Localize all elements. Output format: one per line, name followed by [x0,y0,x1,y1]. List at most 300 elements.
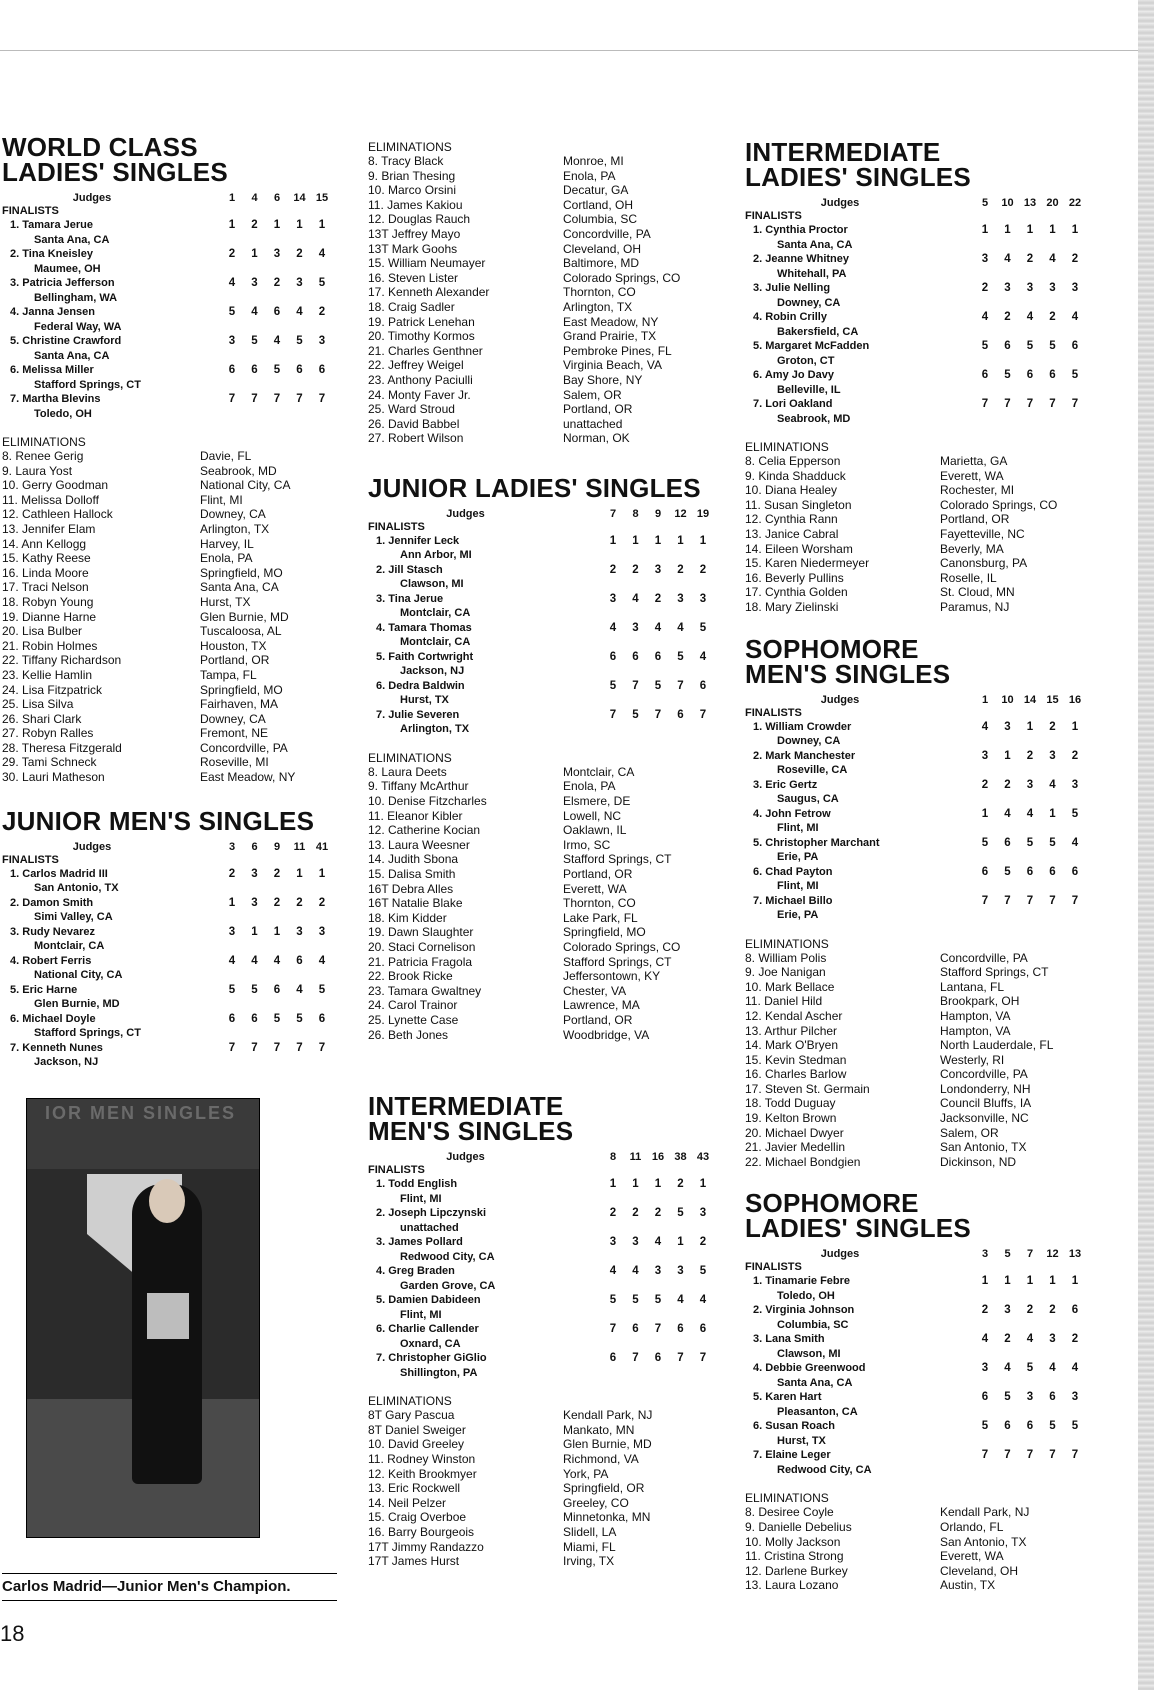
elimination-location: Orlando, FL [940,1520,1004,1535]
elimination-name: 18. Kim Kidder [368,910,447,925]
elimination-name: 9. Danielle Debelius [745,1520,852,1535]
elimination-location: York, PA [563,1466,609,1481]
elimination-location: Colorado Springs, CO [563,940,681,954]
finalist-rank: 5. [376,1294,386,1307]
finalist-location: Glen Burnie, MD [34,998,120,1011]
score: 6 [1071,865,1079,878]
elimination-row [368,344,713,359]
finalist-rank: 4. [10,306,20,318]
judge-number: 13 [1068,1248,1082,1261]
elimination-location: Kendall Park, NJ [940,1505,1030,1520]
score: 5 [632,1294,639,1307]
finalist-row [745,368,1085,397]
elimination-location: Cleveland, OH [940,1563,1019,1578]
finalist-row [368,592,713,621]
elimination-name: 8T Daniel Sweiger [368,1422,466,1437]
score: 6 [981,1391,989,1404]
elimination-location: Hampton, VA [940,1023,1011,1038]
finalist-name-text: Elaine Leger [765,1449,831,1462]
judge-number: 19 [696,507,710,520]
elimination-location: Cleveland, OH [563,241,642,256]
elimination-name: 13. Janice Cabral [745,526,839,541]
finalist-scores [222,954,332,983]
score: 7 [1071,398,1079,410]
finalist-scores [603,1177,713,1206]
finalist-name [368,592,603,621]
score: 6 [296,954,303,967]
elimination-location: Slidell, LA [563,1524,617,1539]
elimination-name: 12. Keith Brookmyer [368,1466,477,1481]
elimination-location: Houston, TX [200,638,267,653]
finalist-location: Hurst, TX [400,694,449,707]
finalist-name [368,1177,603,1206]
finalist-row [745,1390,1085,1419]
finalist-scores [975,223,1085,252]
elimination-location: Montclair, CA [563,764,635,779]
elimination-location: Greeley, CO [563,1495,629,1510]
finalist-rank: 1. [753,1275,763,1288]
finalist-scores [222,867,332,896]
elimination-location: Harvey, IL [200,536,254,551]
elimination-name: 10. David Greeley [368,1437,465,1452]
finalist-row [745,865,1085,894]
elimination-location: Concordville, PA [563,226,651,241]
finalist-location: Shillington, PA [400,1366,478,1379]
elimination-name: 12. Kendal Ascher [745,1008,843,1023]
score: 6 [273,983,281,996]
score: 3 [609,592,617,605]
elimination-location: East Meadow, NY [200,770,296,785]
elimination-name: 8. William Polis [745,950,827,965]
section-title: INTERMEDIATE [745,137,941,167]
finalist-row [745,836,1085,865]
score: 1 [296,219,303,231]
elimination-location: Stafford Springs, CT [940,965,1049,980]
elimination-location: Beverly, MA [940,541,1004,556]
score: 7 [273,1041,281,1054]
elimination-row [368,998,713,1013]
judges-label: Judges [820,197,860,209]
elimination-location: Portland, OR [940,512,1010,527]
section-title: MEN'S SINGLES [745,658,951,689]
finalist-rank: 4. [376,621,386,634]
score: 3 [654,563,662,576]
finalist-location: Maumee, OH [34,262,101,275]
elimination-row [368,809,713,824]
finalist-name-text: Robert Ferris [22,954,92,967]
score: 6 [1004,340,1011,352]
elimination-row [745,1535,1085,1550]
finalist-scores [975,339,1085,368]
score: 4 [699,650,707,663]
elimination-name: 20. Timothy Kormos [368,329,475,344]
score: 1 [1004,224,1011,236]
judge-number: 43 [696,1151,710,1164]
score: 3 [1071,778,1079,791]
judge-number: 20 [1046,197,1059,209]
elimination-name: 15. Kevin Stedman [745,1052,847,1067]
section-sophomore-men [745,633,1085,1170]
score: 1 [228,219,236,231]
finalist-location: Flint, MI [400,1192,442,1205]
finalist-scores [975,1303,1085,1332]
score: 4 [1071,1362,1079,1375]
elimination-row [2,551,332,566]
score: 6 [981,369,989,381]
finalist-scores [975,368,1085,397]
finalist-location: Seabrook, MD [777,412,851,425]
elimination-row [368,1437,713,1452]
elimination-row [368,1554,713,1569]
elimination-name: 12. Darlene Burkey [745,1563,848,1578]
finalist-location: San Antonio, TX [34,882,119,895]
finalist-rank: 1. [376,1178,386,1191]
judge-number: 7 [1026,1248,1034,1261]
elimination-name: 12. Douglas Rauch [368,212,471,227]
score: 2 [677,563,684,576]
finalist-name [745,1274,975,1303]
elimination-location: Grand Prairie, TX [563,329,657,344]
finalist-location: Pleasanton, CA [777,1405,858,1418]
finalist-name [2,218,222,247]
elimination-row [368,1496,713,1511]
score: 7 [1049,398,1056,410]
finalist-name-text: Jennifer Leck [388,534,460,547]
score: 1 [1049,1275,1056,1288]
finalist-location: Redwood City, CA [400,1250,495,1263]
score: 1 [609,534,617,547]
elimination-location: Elsmere, DE [563,794,631,809]
finalist-rank: 6. [753,1420,763,1433]
elimination-location: Seabrook, MD [200,463,277,478]
finalist-name [745,1390,975,1419]
elimination-name: 9. Tiffany McArthur [368,779,469,794]
elimination-row [368,925,713,940]
eliminations-label: ELIMINATIONS [368,1394,452,1409]
score: 2 [699,1236,707,1249]
section-title: WORLD CLASS [2,132,198,162]
score: 4 [273,335,281,347]
finalist-name-text: Jill Stasch [388,563,443,576]
finalist-location: Jackson, NJ [400,665,465,678]
score: 1 [1004,1275,1011,1288]
elimination-row [745,1111,1085,1126]
score: 3 [632,621,639,634]
elimination-name: 17. Kenneth Alexander [368,285,490,300]
elimination-row [368,838,713,853]
elimination-location: East Meadow, NY [563,314,659,329]
elimination-name: 18. Robyn Young [2,594,94,609]
finalist-name [745,807,975,836]
elimination-row [368,1013,713,1028]
score: 5 [654,679,662,692]
finalist-name [368,621,603,650]
finalist-scores [222,392,332,421]
finalists-label: FINALISTS [368,520,425,533]
finalist-row [2,276,332,305]
score: 6 [1071,340,1079,352]
judge-numbers [603,1150,713,1164]
elimination-row [2,712,332,727]
score: 7 [1026,1449,1034,1462]
finalist-scores [222,334,332,363]
elimination-row [368,300,713,315]
photo-skater-face [149,1179,185,1223]
elimination-location: Woodbridge, VA [563,1027,650,1042]
finalist-name-text: Tinamarie Febre [765,1275,851,1288]
score: 3 [273,248,281,260]
section-sophomore-ladies [745,1188,1085,1593]
eliminations-label: ELIMINATIONS [745,440,829,454]
elimination-location: Decatur, GA [563,183,629,198]
score: 5 [609,1294,617,1307]
score: 3 [318,925,326,938]
score: 5 [981,340,989,352]
finalist-rank: 3. [10,925,20,938]
elimination-row [2,595,332,610]
elimination-row [368,911,713,926]
score: 3 [296,277,303,289]
finalist-row [745,1332,1085,1361]
finalist-scores [222,276,332,305]
finalist-name-text: Carlos Madrid III [22,867,108,880]
finalist-name [2,392,222,421]
finalist-name-text: Melissa Miller [22,364,94,376]
elimination-name: 16T Debra Alles [368,881,454,896]
judge-number: 1 [228,192,236,204]
score: 1 [318,219,326,231]
score: 2 [654,1207,662,1220]
score: 5 [1049,340,1056,352]
elimination-row [2,449,332,464]
elimination-row [745,542,1085,557]
score: 3 [1026,778,1034,791]
finalist-scores [975,1274,1085,1303]
finalist-name-text: Margaret McFadden [765,340,870,352]
elimination-name: 10. Mark Bellace [745,979,835,994]
section-title: INTERMEDIATE [368,1091,564,1122]
elimination-name: 16. Steven Lister [368,270,459,285]
section-title: LADIES' SINGLES [2,157,228,187]
finalist-scores [603,1293,713,1322]
elimination-location: unattached [563,416,623,431]
finalist-scores [975,281,1085,310]
finalist-rank: 1. [10,219,20,231]
score: 1 [1071,1275,1079,1288]
finalist-name-text: William Crowder [765,720,852,733]
elimination-location: Arlington, TX [200,521,270,536]
score: 6 [699,679,707,692]
elimination-location: Mankato, MN [563,1422,635,1437]
elimination-row [368,896,713,911]
score: 4 [699,1294,707,1307]
score: 5 [981,836,989,849]
elimination-location: Paramus, NJ [940,599,1010,614]
elimination-name: 9. Joe Nanigan [745,965,826,980]
finalist-name [745,1448,975,1477]
score: 5 [1004,369,1011,381]
elimination-location: Springfield, MO [563,925,646,940]
finalist-name [2,983,222,1012]
finalist-rank: 4. [376,1265,386,1278]
finalist-name-text: Tamara Thomas [388,621,472,634]
score: 4 [1004,1362,1011,1375]
elimination-location: Concordville, PA [940,950,1028,965]
score: 5 [251,335,258,347]
elimination-row [745,994,1085,1009]
judges-label: Judges [820,1248,860,1261]
finalists-label: FINALISTS [2,853,59,866]
elimination-location: Everett, WA [563,881,627,896]
elimination-name: 12. Cynthia Rann [745,512,838,527]
score: 1 [273,219,281,231]
finalist-name [745,749,975,778]
finalist-location: Flint, MI [777,880,819,893]
elimination-location: Arlington, TX [563,299,633,314]
finalist-rank: 4. [753,311,763,323]
elimination-row [368,794,713,809]
finalist-row [745,310,1085,339]
elimination-name: 21. Charles Genthner [368,343,483,358]
score: 5 [1004,1391,1011,1404]
elimination-name: 30. Lauri Matheson [2,770,105,785]
finalist-rank: 3. [753,282,763,294]
finalist-name [368,1351,603,1380]
score: 1 [654,1178,662,1191]
elimination-location: Chester, VA [563,983,627,998]
finalist-scores [975,1390,1085,1419]
finalist-rank: 3. [376,592,386,605]
score: 6 [1026,369,1034,381]
score: 5 [699,621,707,634]
eliminations-label: ELIMINATIONS [368,750,452,765]
finalist-name-text: Todd English [388,1178,458,1191]
elimination-location: Enola, PA [200,551,253,566]
finalist-name-text: Virginia Johnson [765,1304,855,1317]
elimination-location: Columbia, SC [563,212,638,227]
finalist-scores [975,836,1085,865]
finalist-row [745,1303,1085,1332]
elimination-row [368,823,713,838]
elimination-name: 11. Daniel Hild [745,994,823,1009]
score: 7 [1004,398,1011,410]
score: 7 [1071,1449,1079,1462]
score: 7 [1071,894,1079,907]
elimination-location: Marietta, GA [940,454,1008,468]
finalist-name [368,1235,603,1264]
score: 3 [981,749,989,762]
top-rule [0,50,1154,51]
elimination-location: Miami, FL [563,1539,616,1554]
score: 2 [273,896,281,909]
score: 6 [632,650,639,663]
finalist-rank: 6. [753,865,763,878]
score: 7 [1004,1449,1011,1462]
elimination-location: Everett, WA [940,1549,1004,1564]
score: 2 [654,592,662,605]
judge-number: 5 [1004,1248,1011,1261]
elimination-name: 20. Lisa Bulber [2,624,83,639]
elimination-location: Bay Shore, NY [563,372,643,387]
elimination-location: Enola, PA [563,779,616,794]
score: 4 [251,306,258,318]
elimination-name: 20. Michael Dwyer [745,1125,844,1140]
judge-numbers [603,507,713,521]
finalist-location: Santa Ana, CA [777,1376,853,1389]
elimination-row [2,639,332,654]
elimination-row [368,388,713,403]
elimination-location: Concordville, PA [940,1067,1028,1082]
finalist-rank: 1. [753,720,763,733]
elimination-row [745,1564,1085,1579]
elimination-name: 17T Jimmy Randazzo [368,1539,484,1554]
elimination-row [368,1028,713,1043]
elimination-name: 13. Laura Weesner [368,837,470,852]
elimination-row [368,271,713,286]
elimination-row [368,1510,713,1525]
score: 6 [251,364,258,376]
score: 4 [1026,1333,1034,1346]
elimination-name: 14. Mark O'Bryen [745,1038,838,1053]
elimination-name: 16. Barry Bourgeois [368,1524,475,1539]
finalist-scores [222,896,332,925]
finalist-name [368,563,603,592]
elimination-row [368,1481,713,1496]
finalist-location: Montclair, CA [34,940,105,953]
score: 7 [981,1449,989,1462]
score: 7 [251,1041,258,1054]
elimination-location: Salem, OR [940,1125,999,1140]
judge-number: 3 [981,1248,989,1261]
finalist-name-text: Tamara Jerue [22,219,93,231]
elimination-row [2,624,332,639]
elimination-name: 23. Kellie Hamlin [2,667,93,682]
score: 4 [609,1265,617,1278]
finalist-name [2,867,222,896]
judge-number: 22 [1068,197,1082,209]
finalist-location: Toledo, OH [34,407,92,420]
elimination-name: 13T Mark Goohs [368,241,458,256]
elimination-location: Portland, OR [200,653,270,668]
finalist-rank: 2. [753,1304,763,1317]
score: 4 [677,1294,684,1307]
elimination-location: Glen Burnie, MD [200,609,289,624]
elimination-row [745,1520,1085,1535]
section-title: LADIES' SINGLES [745,1213,971,1244]
elimination-row [368,882,713,897]
finalist-location: Santa Ana, CA [34,349,110,362]
finalist-row [368,1351,713,1380]
judge-number: 13 [1023,197,1037,209]
elimination-row [2,580,332,595]
finalist-name-text: Eric Gertz [765,778,818,791]
elimination-row [745,1096,1085,1111]
elimination-name: 27. Robert Wilson [368,431,464,446]
finalist-scores [975,1361,1085,1390]
score: 1 [1004,749,1011,762]
finalist-rank: 5. [376,650,386,663]
finalist-name [745,1361,975,1390]
elimination-name: 14. Ann Kellogg [2,536,87,551]
score: 4 [1049,1362,1056,1375]
judges-header [745,693,1085,707]
score: 4 [632,592,639,605]
score: 7 [273,393,281,405]
score: 5 [1071,369,1079,381]
elimination-name: 24. Monty Faver Jr. [368,387,471,402]
score: 4 [251,954,258,967]
elimination-location: Downey, CA [200,711,266,726]
